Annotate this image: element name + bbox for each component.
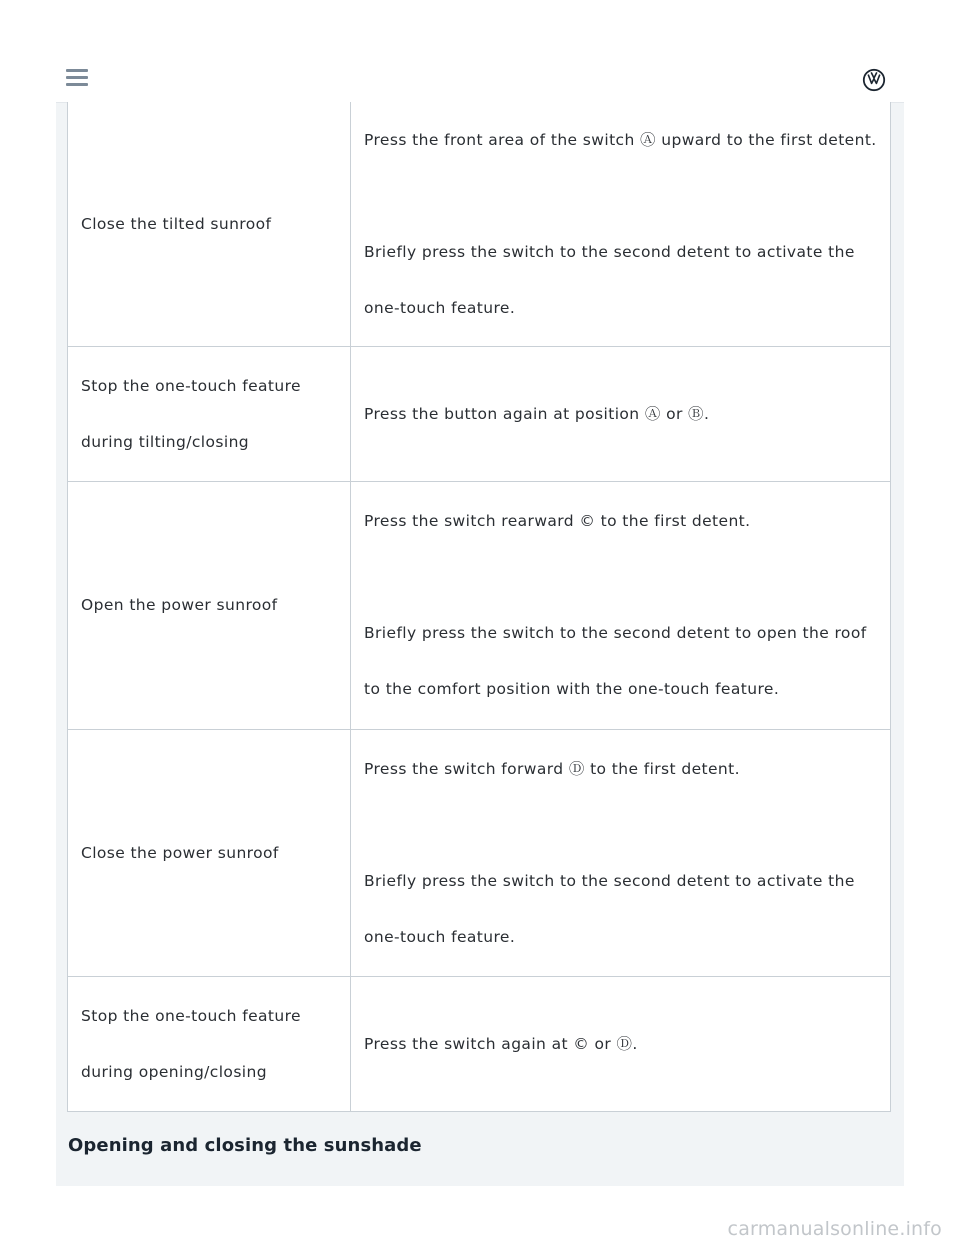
action-cell	[68, 729, 351, 976]
action-line: Stop the one-touch feature	[81, 376, 301, 395]
description-line: Briefly press the switch to the second detent to open the roof	[364, 624, 867, 642]
table-row	[68, 481, 891, 729]
description-line: one-touch feature.	[364, 927, 516, 946]
action-cell	[68, 102, 351, 346]
description-cell	[351, 102, 891, 346]
hamburger-menu-icon[interactable]	[66, 69, 88, 87]
watermark-text: carmanualsonline.info	[727, 1218, 942, 1240]
action-line: Close the power sunroof	[81, 843, 279, 862]
description-line: Press the switch forward Ⓓ to the first detent.	[364, 759, 740, 778]
sunroof-operation-table	[67, 102, 891, 1112]
table-row	[68, 729, 891, 976]
action-line: during opening/closing	[81, 1062, 267, 1081]
action-line: Close the tilted sunroof	[81, 214, 272, 233]
action-line: during tilting/closing	[81, 432, 250, 451]
action-cell	[68, 481, 351, 729]
action-cell	[68, 976, 351, 1111]
description-line: Briefly press the switch to the second detent to activate the	[364, 871, 855, 890]
description-line: Briefly press the switch to the second detent to activate the	[364, 242, 855, 261]
table-row	[68, 976, 891, 1111]
table-row	[68, 102, 891, 346]
section-heading: Opening and closing the sunshade	[68, 1135, 422, 1156]
description-line: to the comfort position with the one-touch feature.	[364, 680, 780, 698]
description-cell	[351, 346, 891, 481]
description-cell	[351, 481, 891, 729]
description-cell	[351, 976, 891, 1111]
description-line: Press the front area of the switch Ⓐ upward to the first detent.	[364, 130, 877, 149]
description-line: Press the switch rearward © to the first detent.	[364, 512, 751, 530]
description-line: Press the button again at position Ⓐ or Ⓑ.	[364, 404, 710, 423]
top-header	[0, 0, 960, 102]
action-cell	[68, 346, 351, 481]
vw-logo-icon[interactable]	[862, 68, 886, 92]
table-row	[68, 346, 891, 481]
action-line: Stop the one-touch feature	[81, 1006, 301, 1025]
description-cell	[351, 729, 891, 976]
description-line: one-touch feature.	[364, 298, 516, 317]
description-line: Press the switch again at © or Ⓓ.	[364, 1034, 638, 1053]
action-line: Open the power sunroof	[81, 596, 278, 614]
